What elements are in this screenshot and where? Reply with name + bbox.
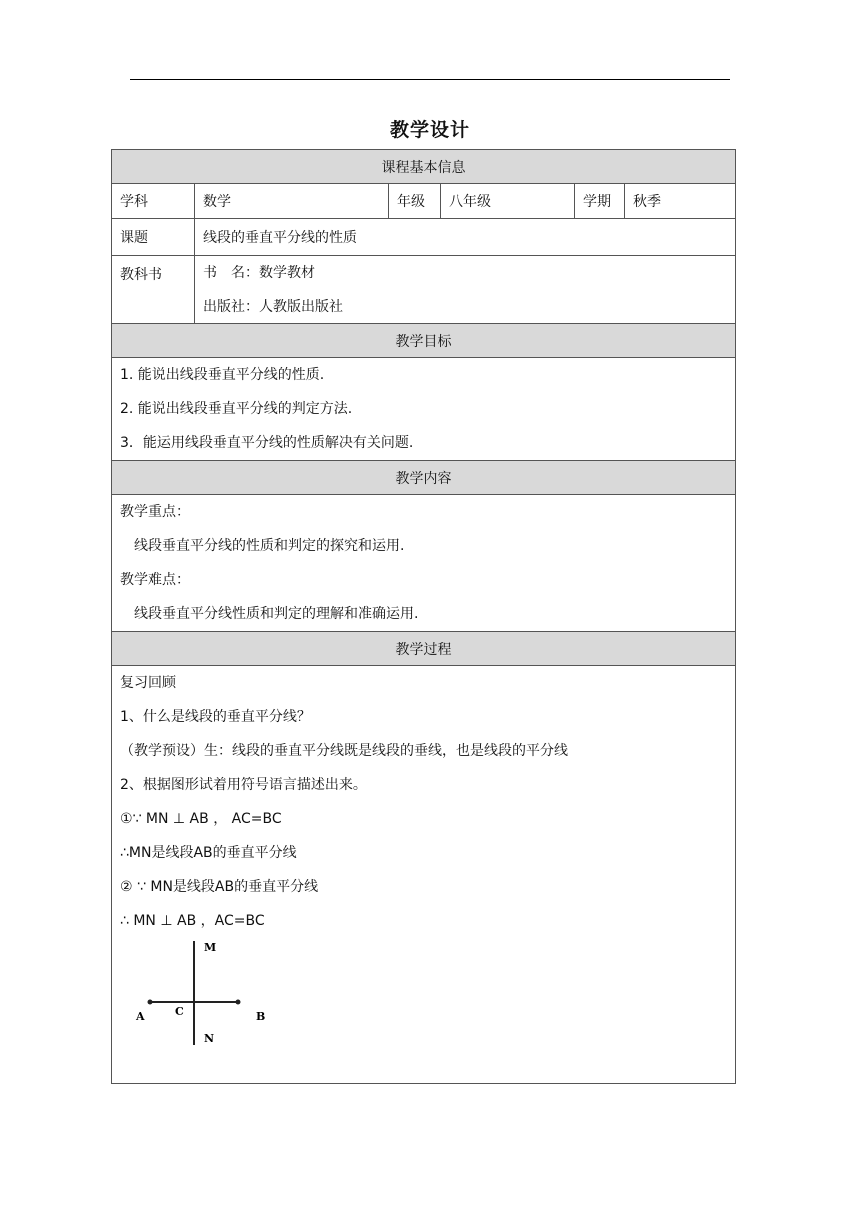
process-line: 2、根据图形试着用符号语言描述出来。 xyxy=(120,777,367,793)
textbook-name: 书 名：数学教材 xyxy=(203,265,315,281)
info-row-topic xyxy=(112,219,735,256)
content-block xyxy=(112,495,735,632)
objective-item: 2. 能说出线段垂直平分线的判定方法. xyxy=(120,401,353,417)
textbook-label: 教科书 xyxy=(112,256,195,323)
key-point-label: 教学重点： xyxy=(120,504,190,520)
textbook-details xyxy=(195,256,735,323)
info-row-textbook xyxy=(112,256,735,324)
difficult-point-text: 线段垂直平分线性质和判定的理解和准确运用. xyxy=(134,606,419,622)
process-line: ② ∵ MN是线段AB的垂直平分线 xyxy=(120,879,319,895)
perpendicular-bisector-diagram xyxy=(130,937,280,1049)
info-row-subject xyxy=(112,184,735,219)
grade-label: 年级 xyxy=(389,184,441,218)
objective-item: 3．能运用线段垂直平分线的性质解决有关问题. xyxy=(120,435,414,451)
difficult-point-label: 教学难点： xyxy=(120,572,190,588)
topic-label: 课题 xyxy=(112,219,195,255)
document-title: 教学设计 xyxy=(389,119,470,141)
label-a: A xyxy=(136,1010,145,1023)
section-header-content: 教学内容 xyxy=(112,461,735,495)
subject-label: 学科 xyxy=(112,184,195,218)
term-label: 学期 xyxy=(575,184,625,218)
process-line: （教学预设）生：线段的垂直平分线既是线段的垂线，也是线段的平分线 xyxy=(120,743,568,759)
process-line: 1、什么是线段的垂直平分线？ xyxy=(120,709,311,725)
label-b: B xyxy=(256,1010,266,1023)
process-line: ∴ MN ⊥ AB ，AC=BC xyxy=(120,913,265,929)
term-value: 秋季 xyxy=(633,194,661,210)
grade-value: 八年级 xyxy=(441,184,575,218)
key-point-text: 线段垂直平分线的性质和判定的探究和运用. xyxy=(134,538,405,554)
point-b xyxy=(236,1000,241,1005)
process-line: 复习回顾 xyxy=(120,675,176,691)
label-m: M xyxy=(204,941,217,954)
subject-value: 数学 xyxy=(195,184,389,218)
section-header-basic-info: 课程基本信息 xyxy=(112,150,735,184)
objectives-block xyxy=(112,358,735,461)
point-a xyxy=(148,1000,153,1005)
topic-value: 线段的垂直平分线的性质 xyxy=(203,230,357,246)
textbook-publisher: 出版社：人教版出版社 xyxy=(203,299,343,315)
section-header-objectives: 教学目标 xyxy=(112,324,735,358)
header-rule xyxy=(130,79,730,80)
process-line: ∴MN是线段AB的垂直平分线 xyxy=(120,845,297,861)
section-header-process: 教学过程 xyxy=(112,632,735,666)
label-c: C xyxy=(175,1005,184,1018)
process-line: ①∵ MN ⊥ AB ， AC=BC xyxy=(120,811,282,827)
label-n: N xyxy=(204,1032,215,1045)
objective-item: 1. 能说出线段垂直平分线的性质. xyxy=(120,367,325,383)
